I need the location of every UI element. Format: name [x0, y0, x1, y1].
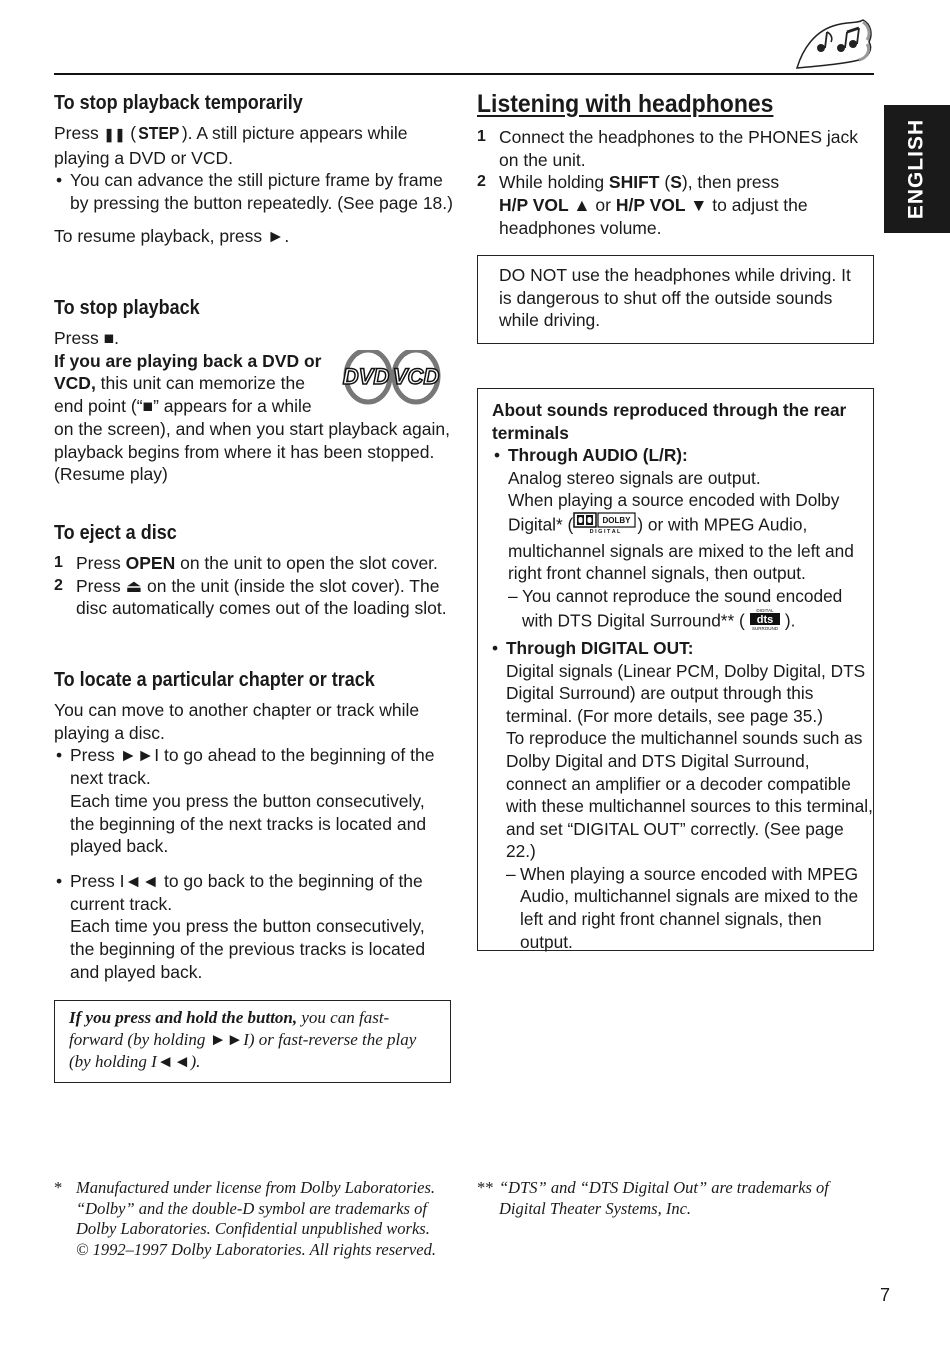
heading-eject: To eject a disc [54, 522, 177, 544]
rear-title: About sounds reproduced through the rear terminals [492, 400, 847, 443]
dolby-digital-logo [573, 512, 637, 540]
eject-step-2: 2 Press ⏏ on the unit (inside the slot cover). The disc automatically comes out of the loading slot. [54, 575, 447, 619]
section-stop-playback [54, 294, 454, 486]
eject-step-1: 1 Press OPEN on the unit to open the slot cover. [54, 553, 438, 573]
footnote-mark: * [54, 1178, 63, 1197]
section-headphones [477, 88, 875, 240]
language-tab [884, 105, 950, 233]
stop-press: Press ■. [54, 328, 120, 348]
locate-intro: You can move to another chapter or track while playing a disc. [54, 700, 420, 743]
svg-text:SURROUND: SURROUND [751, 626, 778, 632]
locate-bullet-prev: • Press I◄◄ to go back to the beginning of the current track. Each time you press the button consecutively, the beginning of the previous tracks is located and played back. [56, 870, 426, 982]
locate-bullet-next: • Press ►►I to go ahead to the beginning of the next track. Each time you press the button consecutively, the beginning of the next tracks is located and played back. [56, 745, 435, 857]
svg-text:DIGITAL: DIGITAL [756, 608, 774, 614]
heading-locate: To locate a particular chapter or track [54, 669, 375, 691]
music-notes-icon [793, 18, 875, 72]
step-key: STEP [138, 123, 180, 143]
svg-text:dts: dts [756, 614, 774, 627]
digital-out-bullet: • Through DIGITAL OUT: Digital signals (Linear PCM, Dolby Digital, DTS Digital Surround) are output through this terminal. (For more details, see page 35.) To reproduce the multichannel sounds such as Dolby Digital and DTS Digital Surround, connect an amplifier or a decoder compatible with these multichannel sources to this terminal, and set “DIGITAL OUT” correctly. (See page 22.) – When playing a source encoded with MPEG Audio, multichannel signals are mixed to the left and right front channel signals, then output. [492, 637, 873, 952]
resume-text: To resume playback, press ►. [54, 225, 290, 246]
driving-warning: DO NOT use the headphones while driving. It is dangerous to shut off the outside sounds while driving. [477, 255, 874, 344]
svg-text:D I G I T A L: D I G I T A L [589, 528, 621, 534]
top-rule [54, 73, 874, 75]
heading-headphones: Listening with headphones [477, 90, 774, 118]
language-tab-label: ENGLISH [904, 118, 928, 220]
eject-steps [54, 552, 454, 620]
rear-terminals-box [477, 388, 874, 951]
digital-dash-note: – When playing a source encoded with MPEG Audio, multichannel signals are mixed to the left and right front channel signals, then output. [506, 863, 859, 952]
headphone-step-2: 2 While holding SHIFT (S), then press H/P VOL ▲ or H/P VOL ▼ to adjust the headphones volume. [477, 172, 808, 238]
resume-play-text: DVD VCD If you are playing back a DVD or VCD, this unit can memorize the end point (“■” appears for a while on the screen), and when you start playback again, playback begins from where it has been stopped. (Resume play) [54, 350, 450, 485]
dvd-vcd-logo [336, 350, 446, 406]
headphone-steps [477, 126, 875, 240]
svg-text:DOLBY: DOLBY [602, 515, 631, 525]
stop-temp-bullet: • You can advance the still picture frame by frame by pressing the button repeatedly. (See page 18.) [56, 170, 453, 214]
footnote-dts-mark: ** [477, 1178, 494, 1197]
dts-logo [745, 607, 785, 637]
heading-stop-playback: To stop playback [54, 297, 200, 319]
dvd-logo-text: DVD [342, 363, 390, 389]
audio-dash-note: – You cannot reproduce the sound encoded with DTS Digital Surround** ( DIGITAL dts SURROUND ). [508, 585, 873, 637]
footnote-dts: ** “DTS” and “DTS Digital Out” are trademarks of Digital Theater Systems, Inc. [477, 1178, 829, 1218]
section-stop-temporarily [54, 89, 454, 248]
audio-bullet: • Through AUDIO (L/R): Analog stereo signals are output. When playing a source encoded with Dolby Digital* ( DOLBY D I G I T A L ) or with MPEG Audio, multichannel signals are mixed to the left and right front channel signals, then output. – You cannot reproduce the sound encoded with DTS Digital Surround** ( DIGITAL dts SURROUND ). [492, 444, 873, 637]
headphone-step-1: 1 Connect the headphones to the PHONES jack on the unit. [477, 127, 858, 170]
hold-button-note: If you press and hold the button, you can fast-forward (by holding ►►I) or fast-reverse the play (by holding I◄◄). [54, 1000, 451, 1083]
pause-icon: ❚❚ [103, 127, 126, 142]
footnote-dolby: * Manufactured under license from Dolby Laboratories. “Dolby” and the double-D symbol are trademarks of Dolby Laboratories. Confidential unpublished works. © 1992–1997 Dolby Laboratories. All rights reserved. [54, 1178, 436, 1259]
heading-stop-temporarily: To stop playback temporarily [54, 92, 303, 114]
section-locate [54, 666, 446, 983]
stop-temp-text: Press ❚❚ ( STEP ). A still picture appears while playing a DVD or VCD. [54, 123, 408, 168]
section-eject [54, 519, 454, 620]
vcd-logo-text: VCD [392, 363, 440, 389]
page-number: 7 [880, 1285, 891, 1305]
